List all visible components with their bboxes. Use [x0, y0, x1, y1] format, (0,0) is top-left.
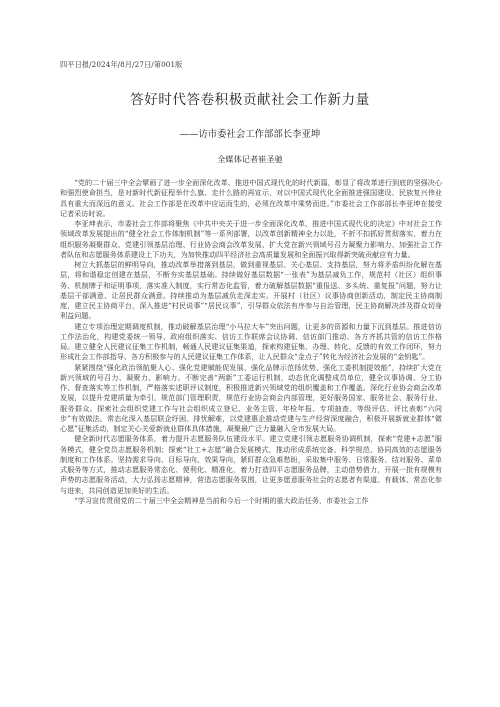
paragraph: 建立专项治理定期调度机制，推动破解基层治理“小马拉大车”突出问题，让更多的资源和力量下沉到基层。推进信访工作法治化，构建党委统一领导、政府组织落实、信访工作联席会议协调、信访部门推动、各方齐抓共管的信访工作格局。建立健全人民建议征集工作机制，畅通人民建议征集渠道，探索构建征集、办理、转化、反馈的有效工作闭环，努力形成社会工作部指导、各方积极参与的人民建议征集工作体系，让人民群众“金点子”转化为经济社会发展的“金钥匙”。 — [60, 321, 442, 362]
paragraph: 树立大抓基层的鲜明导向，推动改革举措落到基层，做到重视基层、关心基层、支持基层，努力将矛盾纠纷化解在基层，将和谐稳定创建在基层，不断夯实基层基础。持续做好基层数据“一张表”为基层减负工作，规范村（社区）组织事务、机制牌子和证明事项，落实准入制度，实行常态化监管，着力破解基层数据“重报送、多头统、重复报”问题，努力让基层干部满意、让居民群众满意。持续推动为基层减负走深走实。开展村（社区）议事协商创新活动，制定民主协商制度，建立民主协商平台，深入推进“村民说事”“居民议事”，引导群众依法有序参与自治管理，民主协商解决涉及群众切身利益问题。 — [60, 260, 442, 321]
author-line: 全媒体记者崔圣驰 — [217, 154, 283, 164]
paragraph: “学习宣传贯彻党的二十届三中全会精神是当前和今后一个时期的重大政治任务，市委社会工作 — [74, 495, 369, 505]
paragraph: “党的二十届三中全会擘画了进一步全面深化改革、推进中国式现代化的时代新篇，彰显了将改革进行到底的坚强决心和强烈使命担当，是对新时代新征程举什么旗、走什么路的再宣示，对以中国式现代化全面推进强国建设、民族复兴伟业具有重大而深远的意义。社会工作部是在改革中应运而生的，必须在改革中乘势而进。”市委社会工作部部长李亚坤在接受记者采访时说。 — [60, 178, 442, 218]
issue-header: 四平日报/2024年/8月/27日/第001版 — [60, 60, 183, 69]
paragraph: 健全新时代志愿服务体系，着力提升志愿服务队伍建设水平。建立党建引领志愿服务协调机制，探索“党建+志愿”服务模式，健全党员志愿服务机制；探索“社工+志愿”融合发展模式，推动形成系统完备、科学规范、协同高效的志愿服务制度和工作体系。坚持需求导向、目标导向、效果导向，紧盯群众急难愁盼，采取集中服务、日常服务、结对服务、菜单式服务等方式，推动志愿服务常态化、便利化、精准化，着力打造四平志愿服务品牌，主动借势借力，开展一批有规模有声势的志愿服务活动，大力弘扬志愿精神，营造志愿服务氛围，让更多愿意服务社会的志愿者有渠道、有载体、常态化参与进来，共同创造更加美好的生活。 — [60, 434, 442, 495]
article-title: 答好时代答卷积极贡献社会工作新力量 — [130, 92, 370, 108]
paragraph: 紧紧围绕“强化政治领航聚人心、强化党建赋能促发展、强化品牌示范扬优势、强化工委机制提效能”，持续扩大党在新兴领域的号召力、凝聚力、影响力。不断完善“两新”工委运行机制，动态优化调整成员单位，健全议事协调、分工协作、督查落实等工作机制，严格落实述职评议制度，积极推进新兴领域党的组织覆盖和工作覆盖。深化行业协会商会改革发展，以提升党建质量为牵引，规范部门管理职责，规范行业协会商会内部管理，更好服务国家、服务社会、服务行业、服务群众。探索社会组织党建工作与社会组织成立登记、业务主管、年检年报、专项抽查、等级评估、评比表彰“六同步”有效做法。常态化深入基层联企纾困、排忧解难，以党建惠企推动党建与生产经营深度融合，积极开展新就业群体“微心愿”征集活动，制定关心关爱新就业群体具体措施，凝聚最广泛力量融入全市发展大局。 — [60, 362, 442, 433]
article-body — [60, 178, 442, 506]
article-subtitle: ——访市委社会工作部部长李亚坤 — [179, 129, 321, 140]
paragraph: 李亚坤表示，市委社会工作部将聚焦《中共中央关于进一步全面深化改革、推进中国式现代化的决定》中对社会工作领域改革发展提出的“健全社会工作体制机制”等一系列部署，以改革创新精神全力以赴，不折不扣抓好贯彻落实，着力在组织服务凝聚群众、党建引领基层治理、行业协会商会改革发展、扩大党在新兴领域号召力凝聚力影响力、加强社会工作者队伍和志愿服务体系建设上下功夫，为加快推动四平经济社会高质量发展和全面振兴取得新突破贡献应有力量。 — [60, 219, 442, 259]
